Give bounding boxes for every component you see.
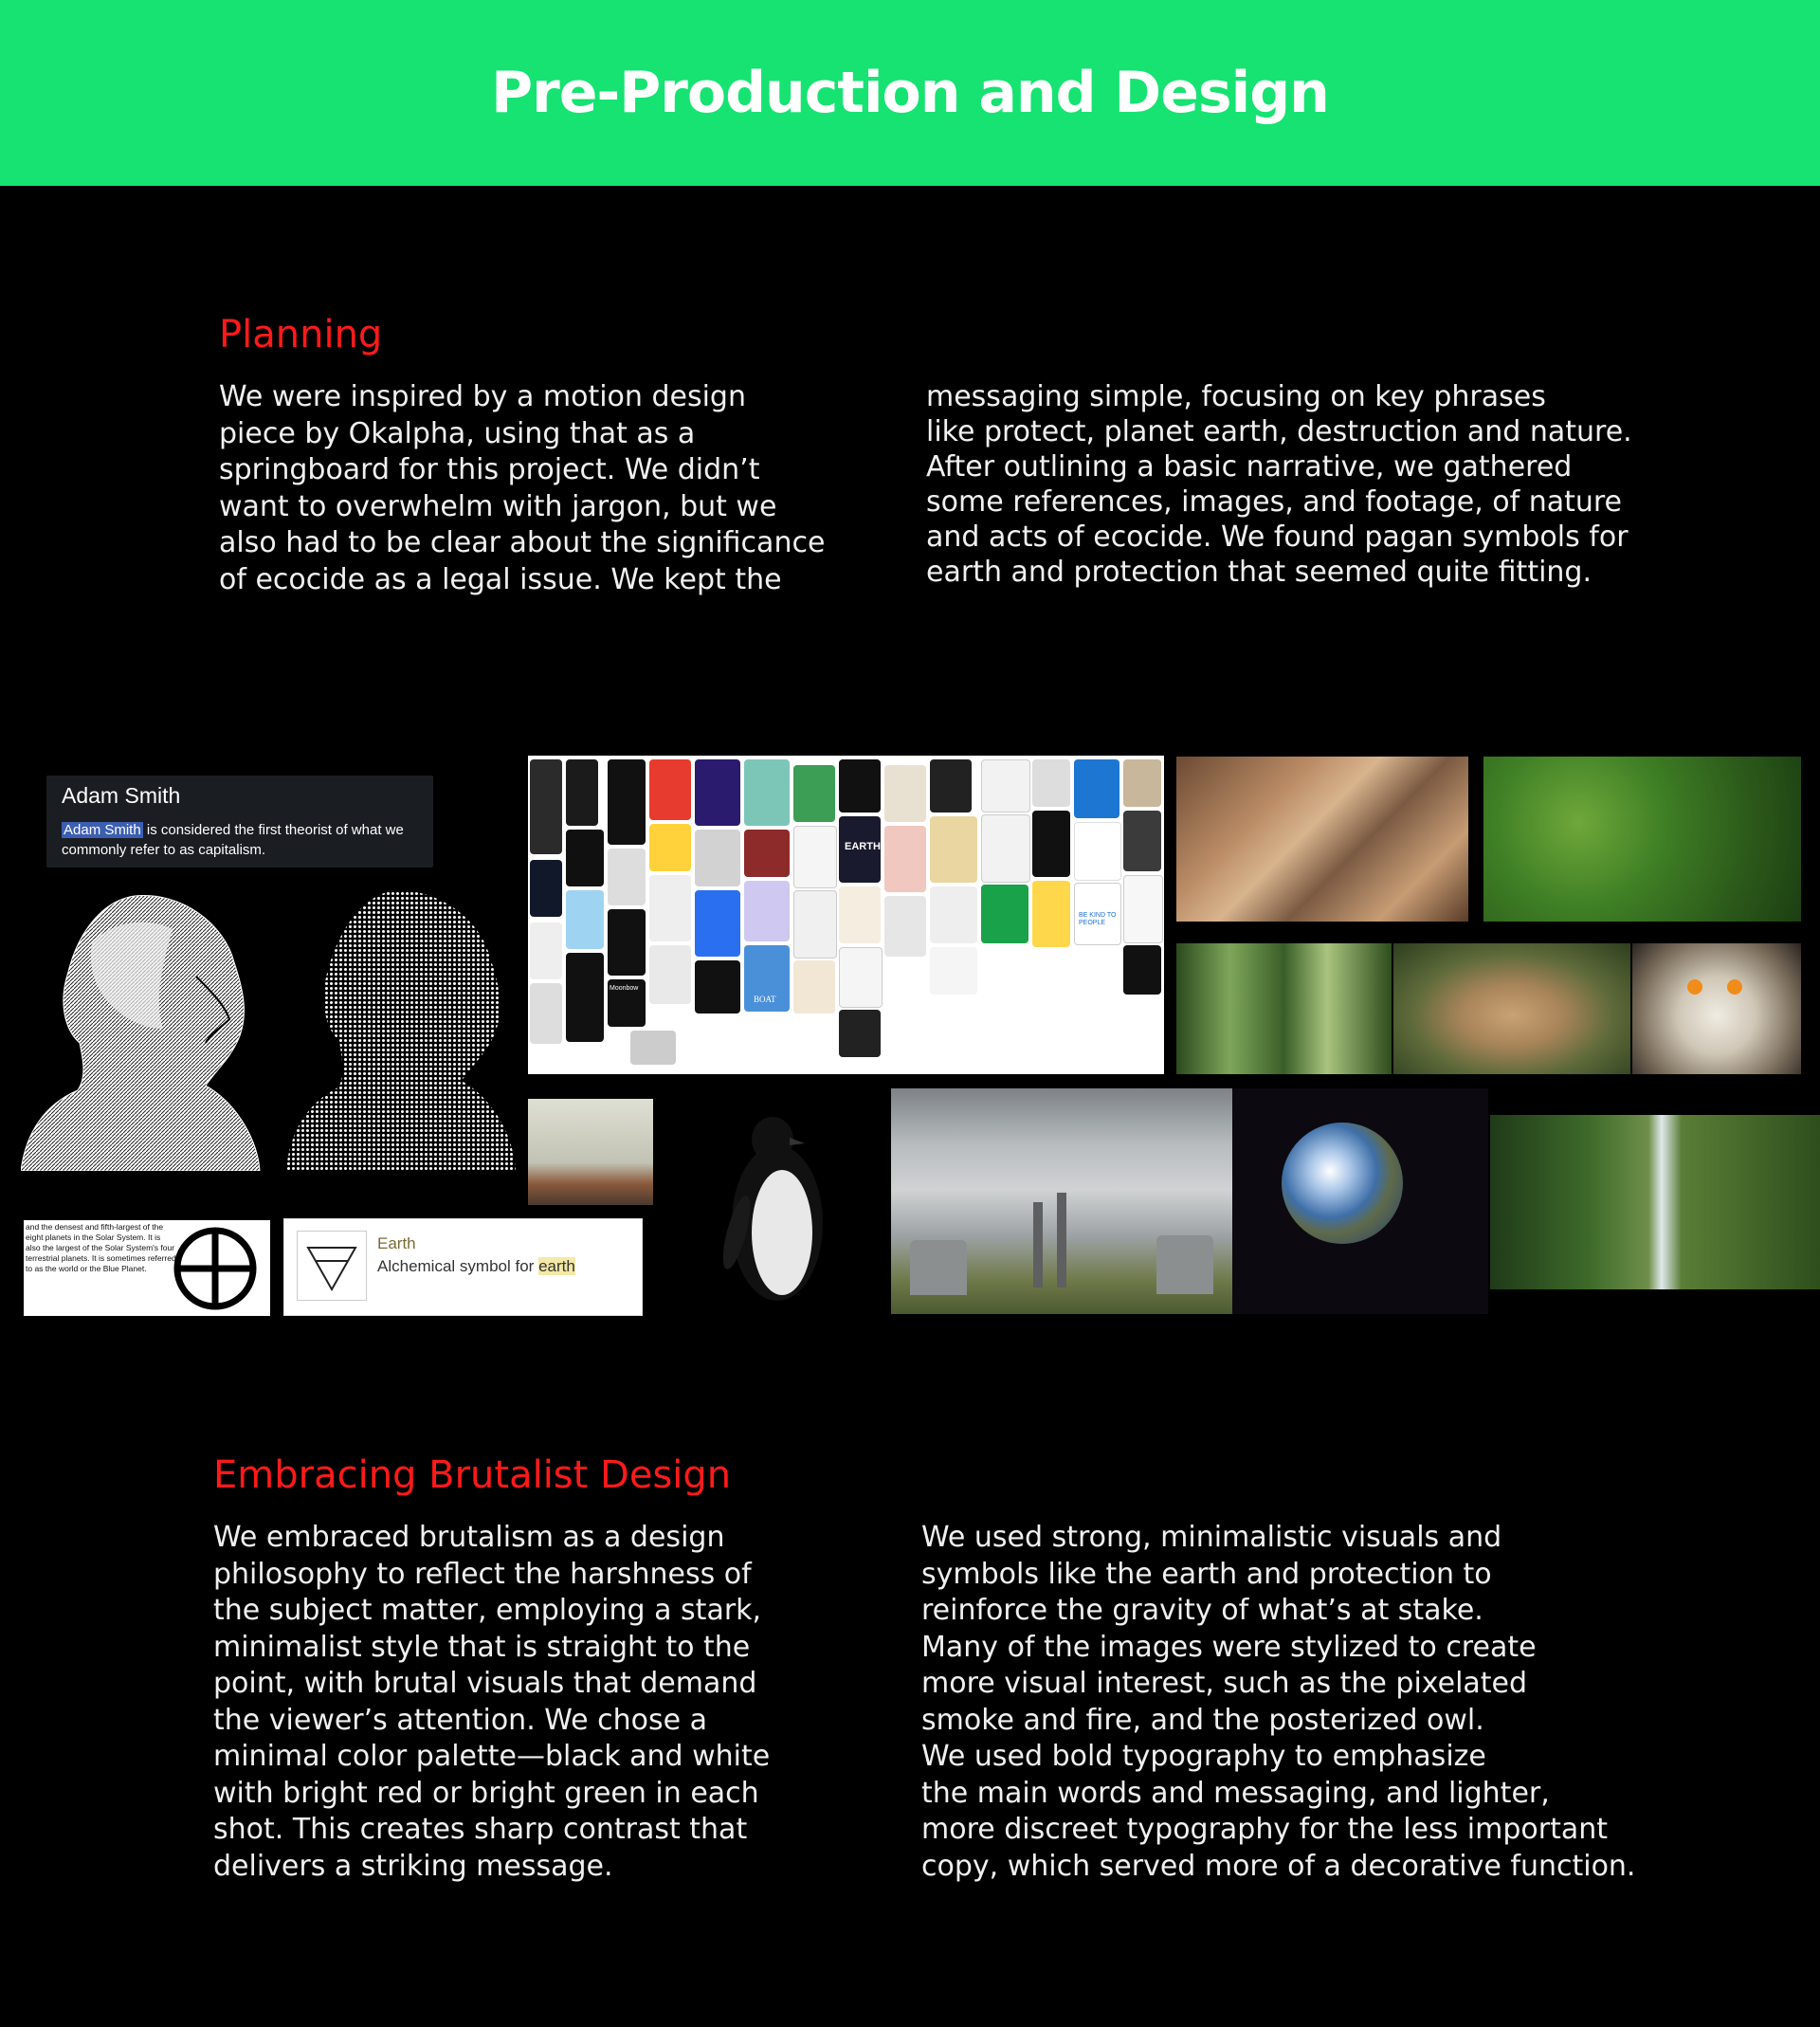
- poster-thumb: [1123, 759, 1161, 807]
- tooltip-highlight: Adam Smith: [64, 822, 141, 838]
- earth-card-subtitle: [377, 1257, 575, 1276]
- text-line: like protect, planet earth, destruction and nature.: [926, 415, 1632, 448]
- planning-paragraph-left: [219, 379, 826, 598]
- poster-thumb: [608, 849, 646, 905]
- poster-thumb: [608, 909, 646, 976]
- poster-thumb: [1032, 759, 1070, 807]
- text-line: delivers a striking message.: [213, 1849, 613, 1883]
- poster-thumb: [793, 826, 837, 888]
- text-line: some references, images, and footage, of nature: [926, 485, 1623, 519]
- poster-thumb: [744, 945, 790, 1012]
- poster-thumb: [649, 945, 691, 1004]
- earth-poster-label: EARTH: [845, 841, 881, 852]
- planning-paragraph-right: [926, 379, 1647, 590]
- moonbow-poster-label: Moonbow: [610, 985, 639, 992]
- text-line: also had to be clear about the significance: [219, 526, 826, 559]
- earth-cross-symbol-icon: [169, 1226, 262, 1311]
- poster-thumb: [981, 814, 1030, 883]
- poster-thumb: [566, 830, 604, 886]
- logging-aerial-photo: [1176, 757, 1468, 922]
- poster-thumb: [884, 765, 926, 822]
- poster-thumb: [530, 922, 562, 979]
- poster-thumb: [530, 759, 562, 854]
- text-line: the viewer’s attention. We chose a: [213, 1703, 708, 1737]
- chimney: [1057, 1193, 1066, 1287]
- poster-thumb: [695, 960, 740, 1014]
- poster-thumb: [1123, 811, 1161, 871]
- poster-thumb: [839, 947, 883, 1008]
- poster-thumb: [649, 875, 691, 941]
- owl-eye-right: [1727, 979, 1742, 995]
- text-line: the subject matter, employing a stark,: [213, 1594, 762, 1627]
- poster-thumb: [1032, 811, 1070, 877]
- deforested-land-photo: [1393, 943, 1630, 1074]
- text-line: We embraced brutalism as a design: [213, 1521, 725, 1554]
- poster-thumb: [793, 765, 835, 822]
- poster-thumb: [930, 947, 977, 995]
- poster-thumb: [1123, 945, 1161, 995]
- text-line: We were inspired by a motion design: [219, 380, 746, 413]
- earth-card-title: Earth: [377, 1234, 416, 1252]
- poster-thumb: [695, 890, 740, 957]
- text-line: and acts of ecocide. We found pagan symbols for: [926, 520, 1629, 554]
- poster-thumb: [744, 881, 790, 941]
- smokestack-photo: [528, 1099, 653, 1205]
- forest-canopy-photo: [1483, 757, 1801, 922]
- poster-moodboard-image: [528, 756, 1164, 1074]
- cooling-tower: [910, 1240, 967, 1295]
- alchemical-earth-triangle-icon: [297, 1231, 367, 1301]
- poster-thumb: [839, 1010, 881, 1057]
- text-line: copy, which served more of a decorative function.: [921, 1849, 1636, 1883]
- brutalist-paragraph-right: [921, 1520, 1642, 1885]
- text-line: Many of the images were stylized to create: [921, 1630, 1537, 1664]
- poster-thumb: [839, 759, 881, 813]
- text-line: earth and protection that seemed quite fitting.: [926, 556, 1592, 589]
- chimney: [1033, 1202, 1043, 1287]
- poster-thumb: [981, 885, 1028, 943]
- text-line: We used strong, minimalistic visuals and: [921, 1521, 1502, 1554]
- planning-heading: Planning: [219, 313, 383, 356]
- poster-thumb: [530, 860, 562, 917]
- poster-thumb: [608, 759, 646, 845]
- earth-globe: [1282, 1123, 1403, 1244]
- poster-thumb: [839, 886, 881, 943]
- tooltip-text-2: commonly refer to as capitalism.: [62, 842, 266, 858]
- text-line: more discreet typography for the less important: [921, 1813, 1609, 1846]
- earth-card-sub-highlight: earth: [538, 1257, 575, 1275]
- cooling-tower: [1156, 1235, 1213, 1294]
- forest-trees-photo: [1176, 943, 1392, 1074]
- owl-eye-left: [1687, 979, 1702, 995]
- poster-thumb: [1074, 759, 1119, 818]
- adam-smith-tooltip: [46, 776, 433, 867]
- poster-thumb: [1123, 875, 1163, 943]
- text-line: philosophy to reflect the harshness of: [213, 1557, 752, 1591]
- poster-thumb: [930, 759, 972, 813]
- text-line: messaging simple, focusing on key phrases: [926, 380, 1546, 413]
- poster-thumb: [566, 759, 598, 826]
- power-plant-photo: [891, 1088, 1232, 1314]
- poster-thumb: [1032, 881, 1070, 947]
- text-line: with bright red or bright green in each: [213, 1776, 759, 1810]
- poster-thumb: [793, 890, 837, 959]
- text-line: reinforce the gravity of what’s at stake.: [921, 1594, 1483, 1627]
- be-kind-poster-label: BE KIND TO PEOPLE: [1079, 912, 1117, 926]
- penguin-photo: [706, 1109, 848, 1308]
- earth-from-space-photo: [1232, 1088, 1488, 1314]
- poster-thumb: [530, 983, 562, 1044]
- tooltip-text: [62, 820, 431, 860]
- alchemical-earth-card: [283, 1218, 643, 1316]
- waterfall-photo: [1490, 1115, 1820, 1289]
- tooltip-text-1: is considered the first theorist of what we: [142, 822, 404, 838]
- brutalist-heading: Embracing Brutalist Design: [213, 1453, 732, 1497]
- text-line: want to overwhelm with jargon, but we: [219, 489, 777, 523]
- text-line: symbols like the earth and protection to: [921, 1557, 1492, 1591]
- poster-thumb: [884, 896, 926, 957]
- text-line: smoke and fire, and the posterized owl.: [921, 1703, 1484, 1737]
- tooltip-title: Adam Smith: [62, 783, 181, 808]
- text-line: point, with brutal visuals that demand: [213, 1667, 757, 1700]
- poster-thumb: [981, 759, 1030, 813]
- adam-smith-stipple-image: [286, 886, 528, 1171]
- poster-thumb: [566, 890, 604, 949]
- poster-thumb: [930, 886, 977, 943]
- poster-thumb: [1074, 822, 1121, 881]
- text-line: shot. This creates sharp contrast that: [213, 1813, 748, 1846]
- poster-thumb: [744, 830, 790, 877]
- planet-snippet-card: [24, 1220, 270, 1316]
- text-line: minimalist style that is straight to the: [213, 1630, 751, 1664]
- poster-thumb: [649, 759, 691, 820]
- poster-thumb: [608, 979, 646, 1027]
- text-line: We used bold typography to emphasize: [921, 1740, 1486, 1773]
- poster-thumb: [695, 830, 740, 886]
- poster-thumb: [839, 816, 881, 883]
- text-line: minimal color palette—black and white: [213, 1740, 771, 1773]
- poster-thumb: [1074, 883, 1121, 945]
- brutalist-paragraph-left: [213, 1520, 801, 1885]
- poster-thumb: [793, 960, 835, 1014]
- page-title: Pre-Production and Design: [491, 60, 1329, 126]
- adam-smith-engraving-image: [21, 886, 263, 1171]
- earth-card-sub-text: Alchemical symbol for: [377, 1257, 539, 1275]
- planet-snippet-text: and the densest and fifth-largest of the eight planets in the Solar System. It is also the largest of the Solar System's four terrestrial planets. It is sometimes referred to as the world or the Blue Planet.: [26, 1222, 176, 1273]
- poster-thumb: [566, 953, 604, 1042]
- poster-thumb: [884, 826, 926, 892]
- poster-thumb: [744, 759, 790, 826]
- text-line: the main words and messaging, and lighter,: [921, 1776, 1550, 1810]
- poster-thumb: [695, 759, 740, 826]
- poster-thumb: [649, 824, 691, 871]
- owl-photo: [1632, 943, 1801, 1074]
- poster-thumb: [630, 1031, 676, 1065]
- text-line: springboard for this project. We didn’t: [219, 453, 760, 486]
- boat-poster-label: BOAT: [754, 995, 776, 1004]
- text-line: piece by Okalpha, using that as a: [219, 416, 696, 450]
- page-header: [0, 0, 1820, 186]
- text-line: After outlining a basic narrative, we gathered: [926, 450, 1573, 484]
- text-line: more visual interest, such as the pixelated: [921, 1667, 1528, 1700]
- poster-thumb: [930, 816, 977, 883]
- text-line: of ecocide as a legal issue. We kept the: [219, 562, 782, 596]
